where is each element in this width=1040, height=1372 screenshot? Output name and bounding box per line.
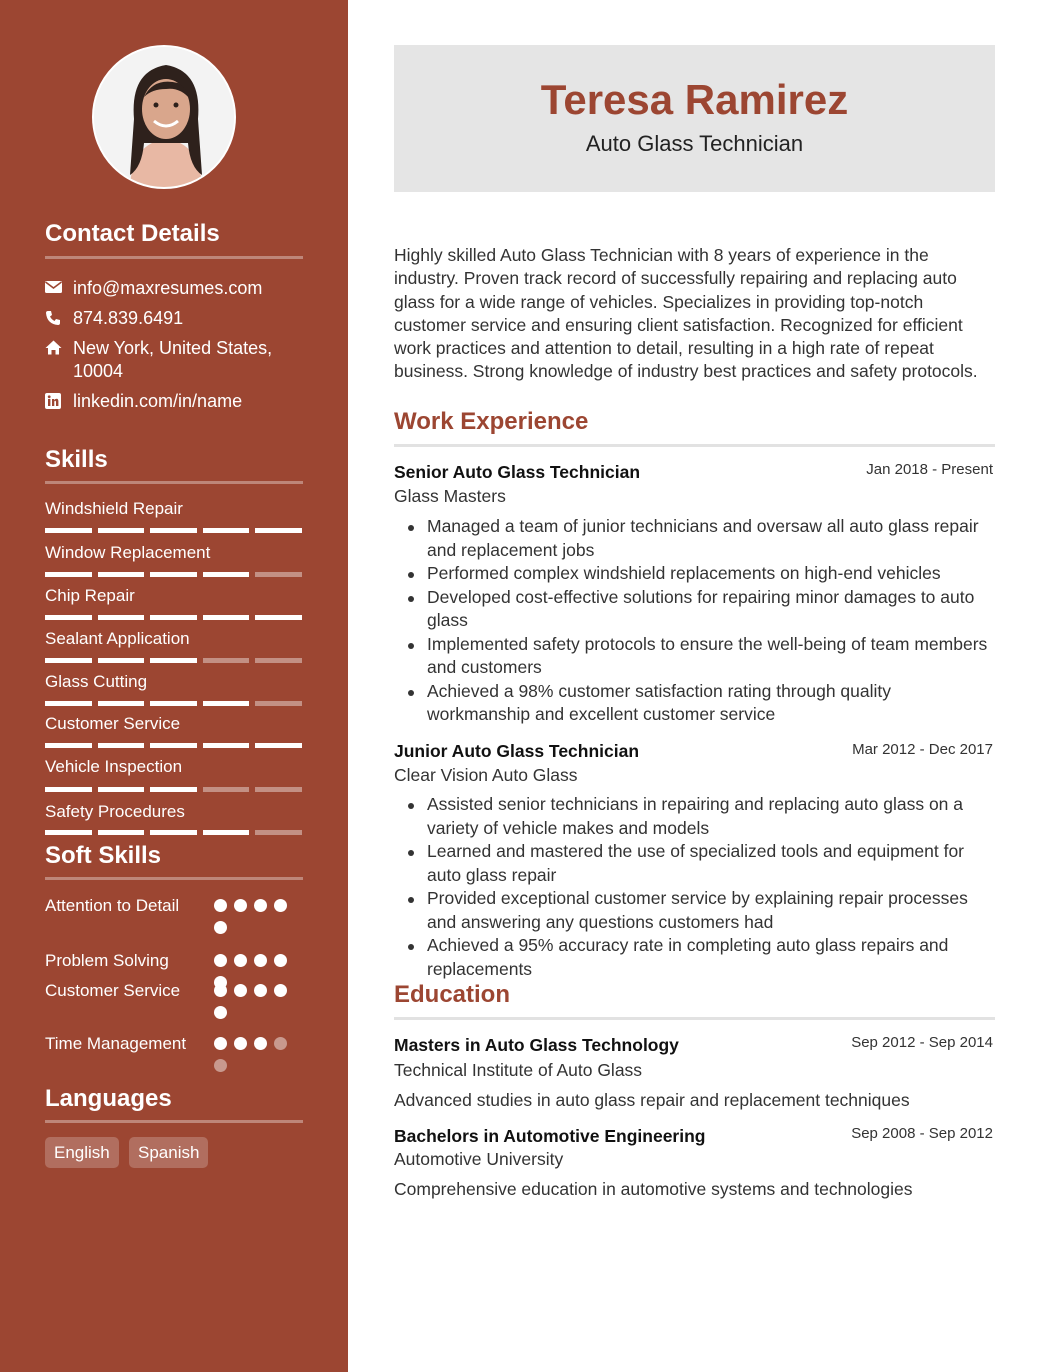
- soft-skill-dot: [234, 1037, 247, 1050]
- soft-skill-dot: [254, 1037, 267, 1050]
- skill-name: Chip Repair: [45, 586, 135, 605]
- job-title: Senior Auto Glass Technician: [394, 462, 641, 482]
- profile-photo: [92, 45, 236, 189]
- skill-level-segment: [150, 743, 197, 748]
- skill-name: Safety Procedures: [45, 802, 185, 821]
- skill-level-segment: [45, 743, 92, 748]
- skill-name: Vehicle Inspection: [45, 757, 183, 776]
- soft-skill-dot: [214, 1037, 227, 1050]
- skill-level-bar: [45, 701, 302, 706]
- soft-skill-name: Customer Service: [45, 981, 181, 1000]
- skill-level-segment: [255, 830, 302, 835]
- contact-divider: [45, 256, 303, 259]
- list-item: Learned and mastered the use of specialized tools and equipment for auto glass repair: [394, 840, 994, 887]
- soft-skill-dot: [214, 1006, 227, 1019]
- skill-level-segment: [203, 615, 250, 620]
- soft-skill-dot: [214, 921, 227, 934]
- skill-level-bar: [45, 528, 302, 533]
- skill-level-segment: [150, 528, 197, 533]
- education-school: Automotive University: [394, 1149, 564, 1169]
- job-bullets: [394, 793, 994, 981]
- skill-level-segment: [45, 528, 92, 533]
- skill-level-segment: [98, 830, 145, 835]
- soft-skill-dots: [214, 899, 294, 934]
- skill-level-segment: [203, 658, 250, 663]
- soft-skill-dot: [214, 984, 227, 997]
- list-item: Provided exceptional customer service by explaining repair processes and answering any questions customers had: [394, 887, 994, 934]
- list-item: Managed a team of junior technicians and oversaw all auto glass repair and replacement jobs: [394, 515, 994, 562]
- skill-level-segment: [98, 658, 145, 663]
- soft-skill-dots: [214, 1037, 294, 1072]
- soft-skill-dot: [254, 899, 267, 912]
- language-chip-spanish: Spanish: [129, 1137, 208, 1168]
- skill-level-segment: [150, 658, 197, 663]
- soft-skill-dot: [274, 1037, 287, 1050]
- skill-level-segment: [203, 528, 250, 533]
- skill-level-segment: [150, 787, 197, 792]
- soft-skill-dot: [234, 899, 247, 912]
- skill-level-segment: [98, 615, 145, 620]
- list-item: Performed complex windshield replacements on high-end vehicles: [394, 562, 994, 586]
- skill-name: Sealant Application: [45, 629, 190, 648]
- contact-address-row: [45, 337, 305, 383]
- job-dates: Jan 2018 - Present: [866, 461, 993, 478]
- contact-linkedin[interactable]: linkedin.com/in/name: [73, 391, 243, 411]
- education-description: Comprehensive education in automotive systems and technologies: [394, 1179, 913, 1199]
- address-line-1: New York, United States,: [73, 338, 273, 358]
- skill-name: Customer Service: [45, 714, 181, 733]
- home-icon: [45, 337, 73, 383]
- skill-level-segment: [203, 572, 250, 577]
- work-experience-divider: [394, 444, 995, 447]
- skill-level-segment: [203, 743, 250, 748]
- skill-level-bar: [45, 572, 302, 577]
- job-dates: Mar 2012 - Dec 2017: [852, 741, 993, 758]
- soft-skill-dot: [254, 984, 267, 997]
- skill-level-segment: [255, 572, 302, 577]
- skill-level-segment: [150, 615, 197, 620]
- phone-icon: [45, 307, 73, 330]
- skill-level-segment: [98, 743, 145, 748]
- sidebar: [0, 0, 348, 1372]
- soft-skill-dot: [234, 954, 247, 967]
- language-chip-english: English: [45, 1137, 119, 1168]
- skill-level-bar: [45, 787, 302, 792]
- education-degree: Masters in Auto Glass Technology: [394, 1035, 679, 1055]
- skill-level-segment: [150, 701, 197, 706]
- skill-level-segment: [150, 572, 197, 577]
- skill-level-segment: [45, 787, 92, 792]
- list-item: Developed cost-effective solutions for repairing minor damages to auto glass: [394, 586, 994, 633]
- contact-email[interactable]: info@maxresumes.com: [73, 278, 263, 298]
- skill-level-segment: [98, 528, 145, 533]
- skill-name: Window Replacement: [45, 543, 211, 562]
- soft-skill-dot: [274, 899, 287, 912]
- candidate-name: Teresa Ramirez: [540, 76, 849, 123]
- profile-summary: Highly skilled Auto Glass Technician with 8 years of experience in the industry. Proven track record of successfully repairing and replacing auto glass for a wide range of vehicles. Specializes in providing top-notch customer service and ensuring client satisfaction. Recognized for efficient work practices and attention to detail, resulting in a high rate of repeat business. Strong knowledge of industry best practices and safety protocols.: [394, 245, 978, 382]
- contact-phone-row: [45, 307, 305, 330]
- education-description: Advanced studies in auto glass repair and replacement techniques: [394, 1090, 910, 1110]
- skill-level-segment: [255, 615, 302, 620]
- skill-level-bar: [45, 615, 302, 620]
- name-header: [394, 45, 995, 192]
- languages-divider: [45, 1120, 303, 1123]
- job-title: Junior Auto Glass Technician: [394, 741, 640, 761]
- skill-level-bar: [45, 743, 302, 748]
- linkedin-icon: [45, 390, 73, 413]
- profile-photo-image: [94, 47, 236, 189]
- soft-skill-name: Attention to Detail: [45, 896, 180, 915]
- skill-level-segment: [98, 572, 145, 577]
- soft-skill-dots: [214, 984, 294, 1019]
- skill-level-segment: [45, 830, 92, 835]
- skill-level-segment: [255, 658, 302, 663]
- education-heading: Education: [394, 981, 511, 1008]
- job-company: Clear Vision Auto Glass: [394, 765, 578, 785]
- skill-level-segment: [45, 658, 92, 663]
- job-bullets: [394, 515, 994, 727]
- soft-skill-dot: [274, 954, 287, 967]
- education-dates: Sep 2008 - Sep 2012: [851, 1125, 993, 1142]
- skill-level-segment: [255, 528, 302, 533]
- soft-skill-name: Time Management: [45, 1034, 187, 1053]
- skill-level-segment: [150, 830, 197, 835]
- soft-skill-dot: [274, 984, 287, 997]
- soft-skill-dot: [254, 954, 267, 967]
- skill-level-segment: [203, 701, 250, 706]
- education-degree: Bachelors in Automotive Engineering: [394, 1126, 706, 1146]
- education-school: Technical Institute of Auto Glass: [394, 1060, 643, 1080]
- contact-address: [73, 337, 272, 383]
- skill-level-bar: [45, 658, 302, 663]
- soft-skills-heading: Soft Skills: [45, 842, 162, 869]
- skill-level-segment: [98, 787, 145, 792]
- contact-heading: Contact Details: [45, 220, 220, 247]
- work-experience-heading: Work Experience: [394, 408, 589, 435]
- skill-level-segment: [255, 743, 302, 748]
- skill-level-segment: [255, 787, 302, 792]
- skill-level-segment: [45, 572, 92, 577]
- list-item: Assisted senior technicians in repairing and replacing auto glass on a variety of vehicle makes and models: [394, 793, 994, 840]
- soft-skill-name: Problem Solving: [45, 951, 169, 970]
- soft-skill-dot: [214, 1059, 227, 1072]
- envelope-icon: [45, 277, 73, 300]
- skill-level-bar: [45, 830, 302, 835]
- skill-level-segment: [203, 830, 250, 835]
- list-item: Implemented safety protocols to ensure the well-being of team members and customers: [394, 633, 994, 680]
- languages-heading: Languages: [45, 1085, 172, 1112]
- skill-level-segment: [203, 787, 250, 792]
- skill-name: Windshield Repair: [45, 499, 183, 518]
- job-company: Glass Masters: [394, 486, 506, 506]
- skill-name: Glass Cutting: [45, 672, 148, 691]
- list-item: Achieved a 98% customer satisfaction rating through quality workmanship and excellent customer service: [394, 680, 994, 727]
- skill-level-segment: [45, 701, 92, 706]
- contact-email-row: [45, 277, 305, 300]
- list-item: Achieved a 95% accuracy rate in completing auto glass repairs and replacements: [394, 934, 994, 981]
- candidate-title: Auto Glass Technician: [585, 131, 804, 156]
- address-line-2: 10004: [73, 361, 124, 381]
- soft-skill-dot: [234, 984, 247, 997]
- contact-linkedin-row: [45, 390, 305, 413]
- soft-skills-divider: [45, 877, 303, 880]
- skill-level-segment: [45, 615, 92, 620]
- soft-skill-dot: [214, 954, 227, 967]
- skill-level-segment: [255, 701, 302, 706]
- education-divider: [394, 1017, 995, 1020]
- skills-heading: Skills: [45, 446, 108, 473]
- skill-level-segment: [98, 701, 145, 706]
- contact-phone[interactable]: 874.839.6491: [73, 308, 184, 328]
- soft-skill-dot: [214, 899, 227, 912]
- skills-divider: [45, 481, 303, 484]
- education-dates: Sep 2012 - Sep 2014: [851, 1034, 993, 1051]
